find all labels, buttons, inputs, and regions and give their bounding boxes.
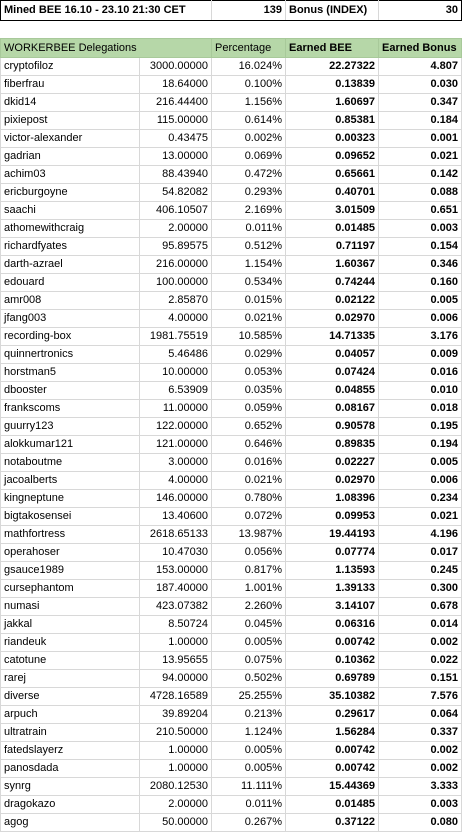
earned-bonus-cell[interactable]: 0.021: [379, 508, 462, 526]
earned-bee-cell[interactable]: 22.27322: [286, 58, 379, 76]
percentage-cell[interactable]: 1.124%: [212, 724, 286, 742]
earned-bee-cell[interactable]: 0.06316: [286, 616, 379, 634]
delegator-name-cell[interactable]: operahoser: [1, 544, 140, 562]
header-percentage[interactable]: Percentage: [212, 39, 286, 58]
amount-cell[interactable]: 216.44400: [140, 94, 212, 112]
delegator-name-cell[interactable]: dkid14: [1, 94, 140, 112]
earned-bee-cell[interactable]: 0.71197: [286, 238, 379, 256]
table-row: [1, 400, 462, 418]
table-row: [1, 238, 462, 256]
percentage-cell[interactable]: 0.614%: [212, 112, 286, 130]
percentage-cell[interactable]: 0.016%: [212, 454, 286, 472]
earned-bee-cell[interactable]: 1.13593: [286, 562, 379, 580]
earned-bonus-cell[interactable]: 7.576: [379, 688, 462, 706]
earned-bee-cell[interactable]: 0.09652: [286, 148, 379, 166]
earned-bonus-cell[interactable]: 0.021: [379, 148, 462, 166]
amount-cell[interactable]: 1.00000: [140, 742, 212, 760]
earned-bee-cell[interactable]: 35.10382: [286, 688, 379, 706]
percentage-cell[interactable]: 0.056%: [212, 544, 286, 562]
table-row: [1, 544, 462, 562]
delegator-name-cell[interactable]: edouard: [1, 274, 140, 292]
earned-bee-cell[interactable]: 0.01485: [286, 796, 379, 814]
delegator-name-cell[interactable]: pixiepost: [1, 112, 140, 130]
amount-cell[interactable]: 4728.16589: [140, 688, 212, 706]
amount-cell[interactable]: 50.00000: [140, 814, 212, 832]
table-row: [1, 490, 462, 508]
delegator-name-cell[interactable]: saachi: [1, 202, 140, 220]
amount-cell[interactable]: 146.00000: [140, 490, 212, 508]
percentage-cell[interactable]: 0.053%: [212, 364, 286, 382]
header-delegations[interactable]: WORKERBEE Delegations: [1, 39, 212, 58]
earned-bee-cell[interactable]: 1.60367: [286, 256, 379, 274]
delegator-name-cell[interactable]: agog: [1, 814, 140, 832]
percentage-cell[interactable]: 0.646%: [212, 436, 286, 454]
percentage-cell[interactable]: 1.001%: [212, 580, 286, 598]
earned-bee-cell[interactable]: 0.29617: [286, 706, 379, 724]
amount-cell[interactable]: 6.53909: [140, 382, 212, 400]
amount-cell[interactable]: 423.07382: [140, 598, 212, 616]
earned-bonus-cell[interactable]: 0.002: [379, 760, 462, 778]
amount-cell[interactable]: 5.46486: [140, 346, 212, 364]
percentage-cell[interactable]: 2.260%: [212, 598, 286, 616]
delegator-name-cell[interactable]: quinnertronics: [1, 346, 140, 364]
percentage-cell[interactable]: 13.987%: [212, 526, 286, 544]
delegator-name-cell[interactable]: dragokazo: [1, 796, 140, 814]
earned-bee-cell[interactable]: 0.02227: [286, 454, 379, 472]
table-row: [1, 634, 462, 652]
earned-bee-cell[interactable]: 0.02970: [286, 310, 379, 328]
summary-label[interactable]: Mined BEE 16.10 - 23.10 21:30 CET: [1, 1, 212, 21]
table-row: [1, 274, 462, 292]
earned-bee-cell[interactable]: 19.44193: [286, 526, 379, 544]
table-row: [1, 580, 462, 598]
delegator-name-cell[interactable]: horstman5: [1, 364, 140, 382]
amount-cell[interactable]: 100.00000: [140, 274, 212, 292]
percentage-cell[interactable]: 0.817%: [212, 562, 286, 580]
delegator-name-cell[interactable]: fatedslayerz: [1, 742, 140, 760]
delegator-name-cell[interactable]: ultratrain: [1, 724, 140, 742]
delegator-name-cell[interactable]: arpuch: [1, 706, 140, 724]
earned-bonus-cell[interactable]: 0.184: [379, 112, 462, 130]
table-row: [1, 58, 462, 76]
delegator-name-cell[interactable]: gsauce1989: [1, 562, 140, 580]
percentage-cell[interactable]: 1.154%: [212, 256, 286, 274]
percentage-cell[interactable]: 0.005%: [212, 742, 286, 760]
earned-bee-cell[interactable]: 1.08396: [286, 490, 379, 508]
amount-cell[interactable]: 0.43475: [140, 130, 212, 148]
delegator-name-cell[interactable]: mathfortress: [1, 526, 140, 544]
earned-bee-cell[interactable]: 0.10362: [286, 652, 379, 670]
percentage-cell[interactable]: 25.255%: [212, 688, 286, 706]
table-row: [1, 724, 462, 742]
earned-bonus-cell[interactable]: 0.001: [379, 130, 462, 148]
amount-cell[interactable]: 216.00000: [140, 256, 212, 274]
earned-bee-cell[interactable]: 0.00742: [286, 760, 379, 778]
amount-cell[interactable]: 10.47030: [140, 544, 212, 562]
table-row: [1, 652, 462, 670]
table-row: [1, 670, 462, 688]
table-row: [1, 310, 462, 328]
percentage-cell[interactable]: 1.156%: [212, 94, 286, 112]
earned-bonus-cell[interactable]: 3.333: [379, 778, 462, 796]
percentage-cell[interactable]: 11.111%: [212, 778, 286, 796]
earned-bee-cell[interactable]: 0.04057: [286, 346, 379, 364]
earned-bonus-cell[interactable]: 0.006: [379, 310, 462, 328]
table-row: [1, 76, 462, 94]
amount-cell[interactable]: 210.50000: [140, 724, 212, 742]
percentage-cell[interactable]: 0.502%: [212, 670, 286, 688]
amount-cell[interactable]: 88.43940: [140, 166, 212, 184]
amount-cell[interactable]: 153.00000: [140, 562, 212, 580]
table-row: [1, 166, 462, 184]
earned-bonus-cell[interactable]: 0.003: [379, 220, 462, 238]
earned-bee-cell[interactable]: 1.56284: [286, 724, 379, 742]
table-row: [1, 778, 462, 796]
percentage-cell[interactable]: 0.100%: [212, 76, 286, 94]
amount-cell[interactable]: 4.00000: [140, 472, 212, 490]
table-row: [1, 796, 462, 814]
delegator-name-cell[interactable]: frankscoms: [1, 400, 140, 418]
earned-bonus-cell[interactable]: 0.003: [379, 796, 462, 814]
table-row: [1, 418, 462, 436]
earned-bonus-cell[interactable]: 0.347: [379, 94, 462, 112]
table-row: [1, 148, 462, 166]
delegator-name-cell[interactable]: panosdada: [1, 760, 140, 778]
amount-cell[interactable]: 2.85870: [140, 292, 212, 310]
delegator-name-cell[interactable]: synrg: [1, 778, 140, 796]
delegator-name-cell[interactable]: alokkumar121: [1, 436, 140, 454]
earned-bee-cell[interactable]: 0.08167: [286, 400, 379, 418]
amount-cell[interactable]: 10.00000: [140, 364, 212, 382]
earned-bonus-cell[interactable]: 0.160: [379, 274, 462, 292]
percentage-cell[interactable]: 0.005%: [212, 634, 286, 652]
earned-bonus-cell[interactable]: 0.014: [379, 616, 462, 634]
table-row: [1, 814, 462, 832]
earned-bonus-cell[interactable]: 0.005: [379, 454, 462, 472]
delegator-name-cell[interactable]: richardfyates: [1, 238, 140, 256]
header-row: [1, 39, 462, 58]
percentage-cell[interactable]: 0.021%: [212, 472, 286, 490]
amount-cell[interactable]: 94.00000: [140, 670, 212, 688]
percentage-cell[interactable]: 0.512%: [212, 238, 286, 256]
percentage-cell[interactable]: 0.021%: [212, 310, 286, 328]
earned-bee-cell[interactable]: 0.74244: [286, 274, 379, 292]
earned-bonus-cell[interactable]: 0.151: [379, 670, 462, 688]
percentage-cell[interactable]: 0.652%: [212, 418, 286, 436]
earned-bee-cell[interactable]: 0.02122: [286, 292, 379, 310]
earned-bonus-cell[interactable]: 0.022: [379, 652, 462, 670]
earned-bonus-cell[interactable]: 0.337: [379, 724, 462, 742]
amount-cell[interactable]: 406.10507: [140, 202, 212, 220]
percentage-cell[interactable]: 0.293%: [212, 184, 286, 202]
percentage-cell[interactable]: 0.472%: [212, 166, 286, 184]
amount-cell[interactable]: 4.00000: [140, 310, 212, 328]
bonus-label[interactable]: Bonus (INDEX): [286, 1, 379, 21]
empty-cell[interactable]: [1, 21, 462, 39]
delegator-name-cell[interactable]: jacoalberts: [1, 472, 140, 490]
table-row: [1, 292, 462, 310]
table-row: [1, 94, 462, 112]
percentage-cell[interactable]: 0.213%: [212, 706, 286, 724]
percentage-cell[interactable]: 0.072%: [212, 508, 286, 526]
earned-bee-cell[interactable]: 0.65661: [286, 166, 379, 184]
table-row: [1, 112, 462, 130]
earned-bonus-cell[interactable]: 0.300: [379, 580, 462, 598]
delegator-name-cell[interactable]: notaboutme: [1, 454, 140, 472]
table-row: [1, 760, 462, 778]
earned-bee-cell[interactable]: 0.04855: [286, 382, 379, 400]
mined-total[interactable]: 139: [212, 1, 286, 21]
table-row: [1, 346, 462, 364]
earned-bee-cell[interactable]: 0.40701: [286, 184, 379, 202]
earned-bee-cell[interactable]: 0.69789: [286, 670, 379, 688]
percentage-cell[interactable]: 16.024%: [212, 58, 286, 76]
earned-bonus-cell[interactable]: 0.002: [379, 742, 462, 760]
table-row: [1, 454, 462, 472]
earned-bee-cell[interactable]: 3.14107: [286, 598, 379, 616]
percentage-cell[interactable]: 0.780%: [212, 490, 286, 508]
table-row: [1, 706, 462, 724]
earned-bee-cell[interactable]: 0.00742: [286, 742, 379, 760]
earned-bee-cell[interactable]: 1.60697: [286, 94, 379, 112]
delegator-name-cell[interactable]: dbooster: [1, 382, 140, 400]
percentage-cell[interactable]: 0.011%: [212, 220, 286, 238]
percentage-cell[interactable]: 10.585%: [212, 328, 286, 346]
earned-bonus-cell[interactable]: 4.807: [379, 58, 462, 76]
amount-cell[interactable]: 187.40000: [140, 580, 212, 598]
earned-bee-cell[interactable]: 0.00742: [286, 634, 379, 652]
earned-bee-cell[interactable]: 14.71335: [286, 328, 379, 346]
earned-bonus-cell[interactable]: 0.245: [379, 562, 462, 580]
percentage-cell[interactable]: 0.002%: [212, 130, 286, 148]
earned-bonus-cell[interactable]: 0.142: [379, 166, 462, 184]
earned-bonus-cell[interactable]: 0.651: [379, 202, 462, 220]
table-row: [1, 436, 462, 454]
earned-bee-cell[interactable]: 0.07774: [286, 544, 379, 562]
earned-bee-cell[interactable]: 0.85381: [286, 112, 379, 130]
table-row: [1, 598, 462, 616]
earned-bonus-cell[interactable]: 0.678: [379, 598, 462, 616]
delegator-name-cell[interactable]: cursephantom: [1, 580, 140, 598]
table-row: [1, 328, 462, 346]
table-row: [1, 220, 462, 238]
amount-cell[interactable]: 39.89204: [140, 706, 212, 724]
amount-cell[interactable]: 2080.12530: [140, 778, 212, 796]
earned-bee-cell[interactable]: 0.89835: [286, 436, 379, 454]
delegator-name-cell[interactable]: ericburgoyne: [1, 184, 140, 202]
earned-bee-cell[interactable]: 0.37122: [286, 814, 379, 832]
delegator-name-cell[interactable]: catotune: [1, 652, 140, 670]
earned-bonus-cell[interactable]: 0.002: [379, 634, 462, 652]
table-row: [1, 526, 462, 544]
table-row: [1, 742, 462, 760]
percentage-cell[interactable]: 0.267%: [212, 814, 286, 832]
earned-bee-cell[interactable]: 0.13839: [286, 76, 379, 94]
percentage-cell[interactable]: 0.059%: [212, 400, 286, 418]
earned-bonus-cell[interactable]: 0.009: [379, 346, 462, 364]
amount-cell[interactable]: 11.00000: [140, 400, 212, 418]
table-row: [1, 616, 462, 634]
earned-bonus-cell[interactable]: 0.080: [379, 814, 462, 832]
header-earned-bee[interactable]: Earned BEE: [286, 39, 379, 58]
earned-bonus-cell[interactable]: 0.018: [379, 400, 462, 418]
header-earned-bonus[interactable]: Earned Bonus: [379, 39, 462, 58]
table-row: [1, 364, 462, 382]
percentage-cell[interactable]: 0.075%: [212, 652, 286, 670]
earned-bee-cell[interactable]: 0.09953: [286, 508, 379, 526]
amount-cell[interactable]: 13.00000: [140, 148, 212, 166]
earned-bonus-cell[interactable]: 0.030: [379, 76, 462, 94]
amount-cell[interactable]: 1.00000: [140, 634, 212, 652]
delegator-name-cell[interactable]: guurry123: [1, 418, 140, 436]
amount-cell[interactable]: 2.00000: [140, 220, 212, 238]
percentage-cell[interactable]: 0.005%: [212, 760, 286, 778]
earned-bee-cell[interactable]: 1.39133: [286, 580, 379, 598]
percentage-cell[interactable]: 0.534%: [212, 274, 286, 292]
table-row: [1, 256, 462, 274]
delegator-name-cell[interactable]: rarej: [1, 670, 140, 688]
percentage-cell[interactable]: 0.069%: [212, 148, 286, 166]
amount-cell[interactable]: 95.89575: [140, 238, 212, 256]
percentage-cell[interactable]: 2.169%: [212, 202, 286, 220]
delegator-name-cell[interactable]: darth-azrael: [1, 256, 140, 274]
earned-bonus-cell[interactable]: 0.006: [379, 472, 462, 490]
amount-cell[interactable]: 18.64000: [140, 76, 212, 94]
earned-bonus-cell[interactable]: 3.176: [379, 328, 462, 346]
percentage-cell[interactable]: 0.015%: [212, 292, 286, 310]
earned-bonus-cell[interactable]: 0.010: [379, 382, 462, 400]
percentage-cell[interactable]: 0.035%: [212, 382, 286, 400]
delegator-name-cell[interactable]: jakkal: [1, 616, 140, 634]
earned-bonus-cell[interactable]: 0.195: [379, 418, 462, 436]
spacer-row: [1, 21, 462, 39]
summary-row: [1, 1, 462, 21]
percentage-cell[interactable]: 0.045%: [212, 616, 286, 634]
delegator-name-cell[interactable]: fiberfrau: [1, 76, 140, 94]
table-row: [1, 202, 462, 220]
earned-bee-cell[interactable]: 15.44369: [286, 778, 379, 796]
earned-bonus-cell[interactable]: 0.194: [379, 436, 462, 454]
amount-cell[interactable]: 122.00000: [140, 418, 212, 436]
delegator-name-cell[interactable]: bigtakosensei: [1, 508, 140, 526]
earned-bee-cell[interactable]: 0.07424: [286, 364, 379, 382]
amount-cell[interactable]: 13.40600: [140, 508, 212, 526]
bonus-total[interactable]: 30: [379, 1, 462, 21]
earned-bee-cell[interactable]: 0.00323: [286, 130, 379, 148]
earned-bonus-cell[interactable]: 0.346: [379, 256, 462, 274]
earned-bee-cell[interactable]: 0.02970: [286, 472, 379, 490]
percentage-cell[interactable]: 0.011%: [212, 796, 286, 814]
table-row: [1, 562, 462, 580]
earned-bee-cell[interactable]: 0.01485: [286, 220, 379, 238]
delegator-name-cell[interactable]: athomewithcraig: [1, 220, 140, 238]
table-row: [1, 508, 462, 526]
table-row: [1, 184, 462, 202]
earned-bonus-cell[interactable]: 0.017: [379, 544, 462, 562]
earned-bonus-cell[interactable]: 4.196: [379, 526, 462, 544]
amount-cell[interactable]: 8.50724: [140, 616, 212, 634]
table-row: [1, 472, 462, 490]
table-row: [1, 382, 462, 400]
delegator-name-cell[interactable]: recording-box: [1, 328, 140, 346]
delegator-name-cell[interactable]: jfang003: [1, 310, 140, 328]
delegator-name-cell[interactable]: gadrian: [1, 148, 140, 166]
amount-cell[interactable]: 115.00000: [140, 112, 212, 130]
earned-bonus-cell[interactable]: 0.234: [379, 490, 462, 508]
amount-cell[interactable]: 121.00000: [140, 436, 212, 454]
table-row: [1, 688, 462, 706]
amount-cell[interactable]: 2.00000: [140, 796, 212, 814]
earned-bonus-cell[interactable]: 0.088: [379, 184, 462, 202]
earned-bonus-cell[interactable]: 0.005: [379, 292, 462, 310]
earned-bee-cell[interactable]: 0.90578: [286, 418, 379, 436]
earned-bonus-cell[interactable]: 0.064: [379, 706, 462, 724]
delegator-name-cell[interactable]: amr008: [1, 292, 140, 310]
earned-bonus-cell[interactable]: 0.016: [379, 364, 462, 382]
amount-cell[interactable]: 13.95655: [140, 652, 212, 670]
percentage-cell[interactable]: 0.029%: [212, 346, 286, 364]
delegator-name-cell[interactable]: numasi: [1, 598, 140, 616]
delegator-name-cell[interactable]: victor-alexander: [1, 130, 140, 148]
amount-cell[interactable]: 2618.65133: [140, 526, 212, 544]
delegator-name-cell[interactable]: riandeuk: [1, 634, 140, 652]
amount-cell[interactable]: 3000.00000: [140, 58, 212, 76]
table-row: [1, 130, 462, 148]
amount-cell[interactable]: 54.82082: [140, 184, 212, 202]
earned-bonus-cell[interactable]: 0.154: [379, 238, 462, 256]
earned-bee-cell[interactable]: 3.01509: [286, 202, 379, 220]
delegator-name-cell[interactable]: diverse: [1, 688, 140, 706]
delegator-name-cell[interactable]: achim03: [1, 166, 140, 184]
delegator-name-cell[interactable]: cryptofiloz: [1, 58, 140, 76]
amount-cell[interactable]: 3.00000: [140, 454, 212, 472]
amount-cell[interactable]: 1981.75519: [140, 328, 212, 346]
amount-cell[interactable]: 1.00000: [140, 760, 212, 778]
delegator-name-cell[interactable]: kingneptune: [1, 490, 140, 508]
